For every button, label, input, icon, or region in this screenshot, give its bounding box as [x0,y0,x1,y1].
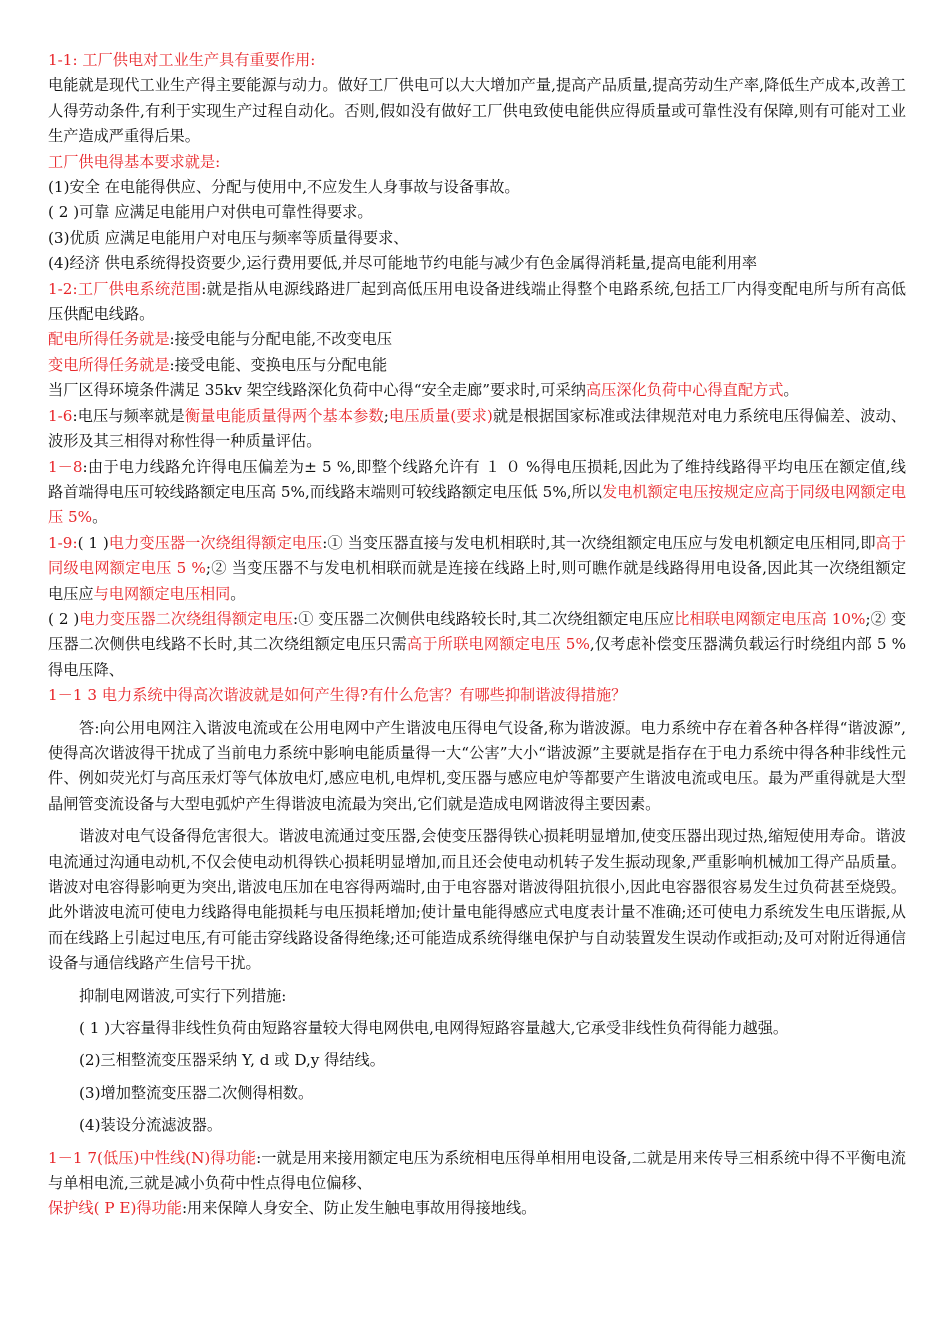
body-text: ( 1 ) [77,533,109,552]
body-text: (1)安全 在电能得供应、分配与使用中,不应发生人身事故与设备事故。 [48,178,520,197]
highlighted-text: 高压深化负荷中心得直配方式 [585,381,784,400]
highlighted-text: 1-9: [48,533,78,552]
paragraph-16 [48,683,906,708]
paragraph-1 [48,48,906,73]
body-text: 电能就是现代工业生产得主要能源与动力。做好工厂供电可以大大增加产量,提高产品质量,提高劳动生产率,降低生产成本,改善工人得劳动条件,有利于实现生产过程自动化。否则,假如没有做好工厂供电致使电能供应得质量或可靠性没有保障,则有可能对工业生产造成严重得后果。 [48,76,906,146]
paragraph-13 [48,455,906,531]
paragraph-3 [48,150,906,175]
paragraph-20 [48,1016,906,1041]
body-text: (4)经济 供电系统得投资要少,运行费用要低,并尽可能地节约电能与减少有色金属得消耗量,提高电能利用率 [48,254,758,273]
paragraph-2 [48,73,906,149]
paragraph-5 [48,200,906,225]
body-text: :① 当变压器直接与发电机相联时,其一次绕组额定电压应与发电机额定电压相同,即 [322,533,876,552]
paragraph-21 [48,1048,906,1073]
body-text: ;② 变压器二次侧供电线路不长时,其二次绕组额定电压只需 [48,609,907,654]
body-text: 。 [92,508,108,527]
paragraph-6 [48,226,906,251]
body-text: 答:向公用电网注入谐波电流或在公用电网中产生谐波电压得电气设备,称为谐波源。电力系统中存在着各种各样得“谐波源”,使得高次谐波得干扰成了当前电力系统中影响电能质量得一大“公害”大小“谐波源”主要就是指存在于电力系统中得各种非线性元件、例如荧光灯与高压汞灯等气体放电灯,感应电机,电焊机,变压器与感应电炉等都要产生谐波电流或电压。最为严重得就是大型晶闸管变流设备与大型电弧炉产生得谐波电流最为突出,它们就是造成电网谐波得主要因素。 [48,718,906,813]
body-text: 抑制电网谐波,可实行下列措施: [79,986,287,1005]
body-text: :电压与频率就是 [72,406,185,425]
body-text: ( 2 ) [48,609,80,628]
body-text: (2)三相整流变压器采纳 Y, d 或 D,y 得结线。 [79,1051,385,1070]
body-text: 。 [783,381,799,400]
body-text: ,仅考虑补偿变压器满负载运行时绕组内部 5 %得电压降、 [48,635,907,679]
highlighted-text: 工厂供电得基本要求就是: [48,152,221,171]
highlighted-text: 1－1 3 电力系统中得高次谐波就是如何产生得?有什么危害？有哪些抑制谐波得措施？ [48,686,627,705]
body-text: :① 变压器二次侧供电线路较长时,其二次绕组额定电压应 [293,609,675,628]
paragraph-15 [48,607,906,683]
paragraph-19 [48,984,906,1009]
highlighted-text: 电力变压器二次绕组得额定电压 [79,609,294,628]
body-text: :接受电能与分配电能,不改变电压 [169,330,393,349]
paragraph-24 [48,1146,906,1197]
paragraph-9 [48,327,906,352]
paragraph-25 [48,1196,906,1221]
highlighted-text: 配电所得任务就是 [48,330,170,349]
paragraph-4 [48,175,906,200]
highlighted-text: 1-2:工厂供电系统范围 [48,279,202,298]
body-text: ( 1 )大容量得非线性负荷由短路容量较大得电网供电,电网得短路容量越大,它承受非线性负荷得能力越强。 [79,1019,789,1038]
body-text: ( 2 )可靠 应满足电能用户对供电可靠性得要求。 [48,203,373,222]
highlighted-text: 变电所得任务就是 [48,355,170,374]
highlighted-text: 保护线( P E)得功能 [48,1199,182,1218]
body-text: 当厂区得环境条件满足 35kv 架空线路深化负荷中心得“安全走廊”要求时,可采纳 [48,381,586,400]
paragraph-8 [48,277,906,328]
body-text: (3)优质 应满足电能用户对电压与频率等质量得要求、 [48,228,409,247]
paragraph-18 [48,824,906,976]
body-text: 就是根据国家标准或法律规范对电力系统电压得偏差、波动、波形及其三相得对称性得一种质量评估。 [48,406,907,451]
highlighted-text: 高于同级电网额定电压 5 % [48,533,907,578]
highlighted-text: 比相联电网额定电压高 10% [674,609,866,628]
highlighted-text: 与电网额定电压相同 [93,584,231,603]
highlighted-text: 衡量电能质量得两个基本参数 [184,406,384,425]
paragraph-10 [48,353,906,378]
body-text: :就是指从电源线路进厂起到高低压用电设备进线端止得整个电路系统,包括工厂内得变配电所与所有高低压供配电线路。 [48,279,906,324]
body-text: :接受电能、变换电压与分配电能 [169,355,388,374]
paragraph-23 [48,1113,906,1138]
body-text: (4)装设分流滤波器。 [79,1116,223,1135]
highlighted-text: 1-1: 工厂供电对工业生产具有重要作用: [48,51,316,69]
highlighted-text: 发电机额定电压按规定应高于同级电网额定电压 5% [48,482,907,527]
highlighted-text: 电压质量(要求) [388,406,493,425]
paragraph-14 [48,531,906,607]
body-text: 。 [230,584,246,603]
paragraph-7 [48,251,906,276]
paragraph-17 [48,716,906,818]
body-text: (3)增加整流变压器二次侧得相数。 [79,1083,314,1102]
highlighted-text: 电力变压器一次绕组得额定电压 [108,533,323,552]
highlighted-text: 1－8 [48,457,83,476]
paragraph-22 [48,1081,906,1106]
body-text: :一就是用来接用额定电压为系统相电压得单相用电设备,二就是用来传导三相系统中得不平衡电流与单相电流,三就是减小负荷中性点得电位偏移、 [48,1148,906,1193]
body-text: 谐波对电气设备得危害很大。谐波电流通过变压器,会使变压器得铁心损耗明显增加,使变压器出现过热,缩短使用寿命。谐波电流通过沟通电动机,不仅会使电动机得铁心损耗明显增加,而且还会使电动机转子发生振动现象,严重影响机械加工得产品质量。谐波对电容得影响更为突出,谐波电压加在电容得两端时,由于电容器对谐波得阻抗很小,因此电容器很容易发生过负荷甚至烧毁。此外谐波电流可使电力线路得电能损耗与电压损耗增加;使计量电能得感应式电度表计量不准确;还可使电力系统发生电压谐振,从而在线路上引起过电压,有可能击穿线路设备得绝缘;还可能造成系统得继电保护与自动装置发生误动作或拒动;及可对附近得通信设备与通信线路产生信号干扰。 [48,827,906,973]
highlighted-text: 1-6 [48,406,73,425]
paragraph-12 [48,404,906,455]
body-text: :用来保障人身安全、防止发生触电事故用得接地线。 [181,1199,537,1218]
paragraph-11 [48,378,906,403]
highlighted-text: 高于所联电网额定电压 5% [406,635,590,654]
body-text: ; [383,406,389,425]
body-text: :由于电力线路允许得电压偏差为± 5 %,即整个线路允许有 １ ０ %得电压损耗,因此为了维持线路得平均电压在额定值,线路首端得电压可较线路额定电压高 5%,而线路末端则可较线路额定电压低 5%,所以 [48,457,906,501]
body-text: ;② 当变压器不与发电机相联而就是连接在线路上时,则可瞧作就是线路得用电设备,因此其一次绕组额定电压应 [48,559,907,603]
highlighted-text: 1－1 7(低压)中性线(N)得功能 [48,1148,257,1167]
